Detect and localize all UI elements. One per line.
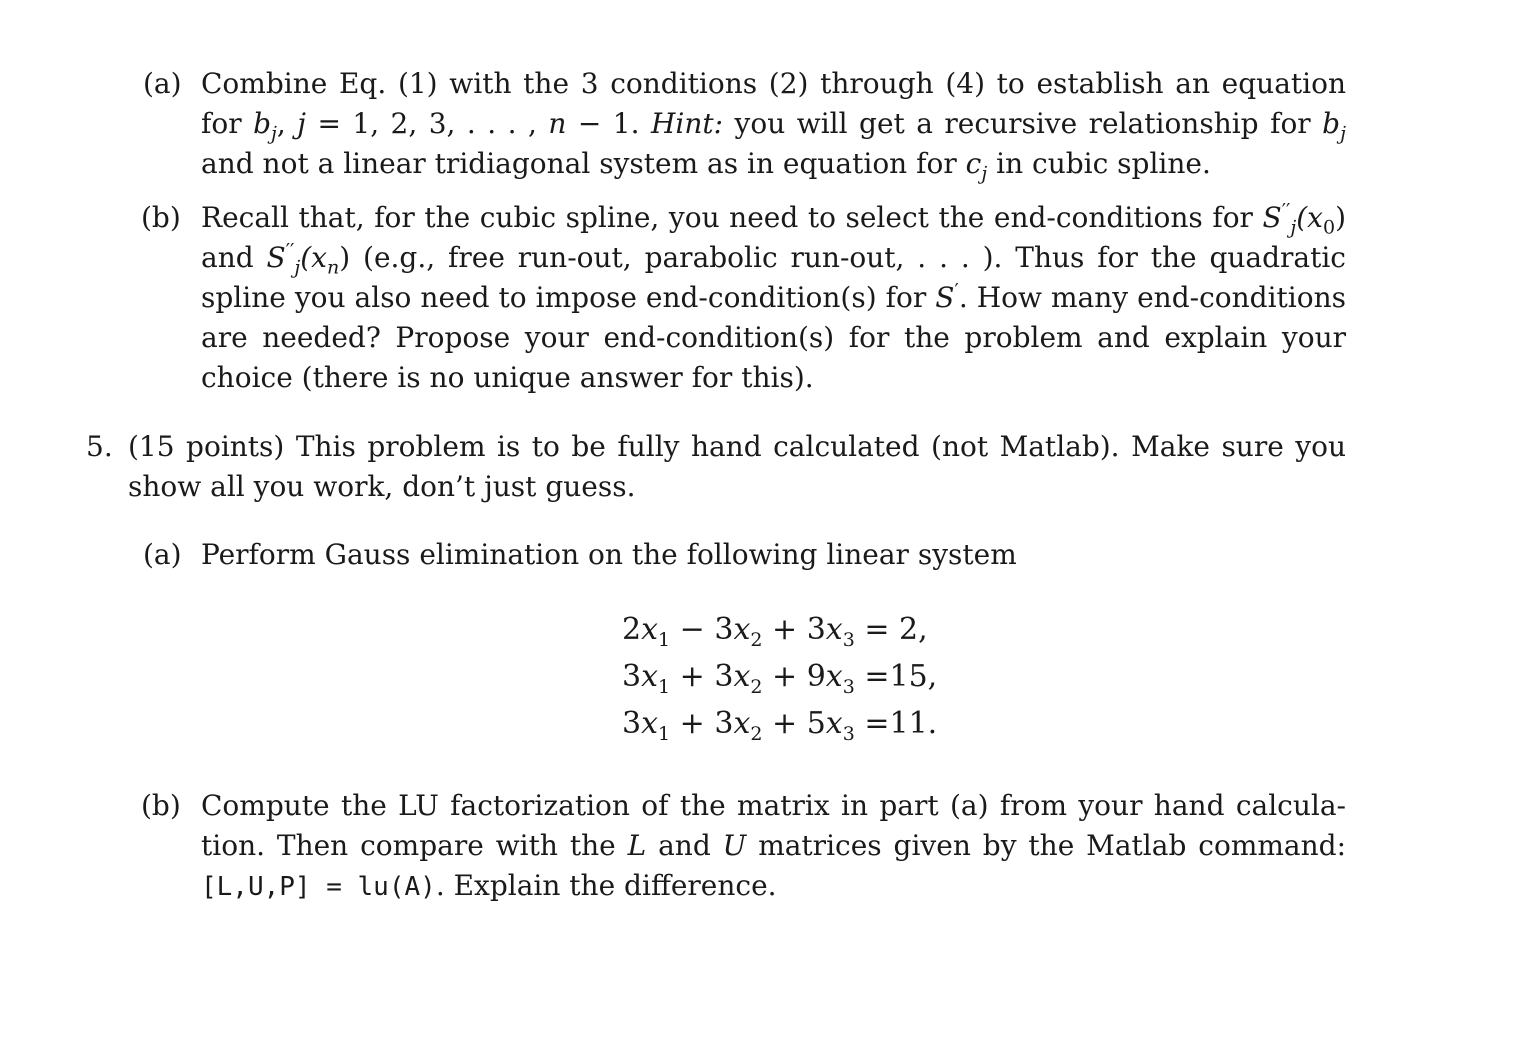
item-label-b: (b) [141,201,181,234]
matlab-command: [L,U,P] = lu(A) [201,872,436,902]
item-label-b: (b) [141,789,181,822]
equation-row-3: $3x_1 + 3x_2 + 5x_3 =11$. [622,706,938,745]
item-label-a: (a) [143,538,182,571]
problem-5-text: (15 points) This problem is to be fully hand calculated (not Matlab). Make sure you show all you work, don’t just guess. [128,430,1346,503]
item-b-recall-text: Recall that, for the cubic spline, you need to select the end-conditions for $S''_j(x_0)$ and $S''_j(x_n)$ (e.g., free run-out, parabolic run-out, . . . ). Thus for the quadratic spline you also need to impose end-condition(s) for S′. How many end-conditions are needed? Propose your end-condition(s) for the problem and explain your choice (there is no unique answer for this). [201,199,1346,394]
item-label-a: (a) [143,67,182,100]
item-a-gauss-text: Perform Gauss elimination on the following linear system [201,538,1017,571]
problem-number: 5. [86,430,113,463]
item-a-combine-text: Combine Eq. (1) with the 3 conditions (2) through (4) to establish an equation for $b_j$, j = 1, 2, 3, . . . , n − 1. Hint: you will get a recursive relationship for $b_j$ and not a linear tridiagonal system as in equation for $c_j$ in cubic spline. [201,67,1346,185]
equation-row-2: $3x_1 + 3x_2 + 9x_3 =15$, [622,659,938,698]
item-b-lu-text: Compute the LU factorization of the matrix in part (a) from your hand calcula-tion. Then compare with the L and U matrices given by the Matlab command: [L,U,P] = lu(A). Explain the difference. [201,789,1347,902]
equation-row-1: $2x_1 - 3x_2 + 3x_3 = 2$, [622,612,928,651]
